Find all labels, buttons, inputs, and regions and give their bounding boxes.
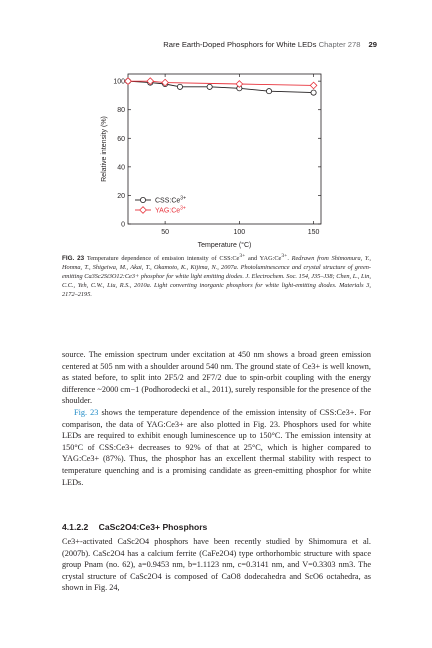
chart-axes bbox=[101, 74, 321, 249]
chart-legend bbox=[135, 196, 186, 215]
data-point-css bbox=[177, 84, 182, 89]
x-tick-label: 100 bbox=[233, 229, 246, 236]
body-text bbox=[62, 349, 371, 488]
x-tick-label: 150 bbox=[307, 229, 320, 236]
data-point-css bbox=[311, 90, 316, 95]
paragraph-2-text: shows the temperature dependence of the emission intensity of CSS:Ce3+. For comparison, the data of YAG:Ce3+ are also plotted in Fig. 23. Phosphors used for white LEDs are required to exhibit enough luminescence up to 150°C. The emission intensity at 150°C of CSS:Ce3+ decreases to 92% of that at 25°C, which is higher compared to YAG:Ce3+ (87%). Thus, the phosphor has an excellent thermal stability with respect to temperature quenching and is a promising candidate as green-emitting phosphor for white LEDs. bbox=[62, 407, 372, 487]
section-number: 4.1.2.2 bbox=[62, 522, 89, 532]
data-point-css bbox=[266, 89, 271, 94]
y-tick-label: 0 bbox=[121, 221, 125, 229]
chart-series bbox=[125, 78, 317, 95]
legend-label-0 bbox=[155, 196, 186, 205]
legend-label-sup: 3+ bbox=[180, 205, 186, 212]
y-tick-label: 60 bbox=[117, 135, 125, 143]
legend-label-main: YAG:Ce bbox=[155, 207, 181, 215]
y-tick-label: 100 bbox=[113, 78, 125, 86]
caption-credit: Redrawn from Shimomura, Y., Honma, T., Shigeiwa, M., Akai, T., Okamoto, K., Kijima, N., 2007a. Photoluminescence and crystal structure of green-emitting Ca3Sc2Si3O12:Ce3+ phosphor for white light emitting diodes. J. Electrochem. Soc. 154, J35–J38; Chen, L., Lin, C.C., Yeh, C.W., Liu, R.S., 2010a. Light converting inorganic phosphors for white light-emitting diodes. Materials 3, 2172–2195. bbox=[62, 255, 372, 299]
legend-label-main: CSS:Ce bbox=[155, 197, 181, 205]
caption-sup-1: 3+ bbox=[239, 252, 246, 259]
section-paragraph: Ce3+-activated CaSc2O4 phosphors have been recently studied by Shimomura et al. (2007b). CaSc2O4 has a calcium ferrite (CaFe2O4) type orthorhombic structure with space group Pnam (no. 62), a=0.9453 nm, b=1.1123 nm, c=0.3141 nm, and V=0.3303 nm3. The crystal structure of CaSc2O4 is composed of CaO8 dodecahedra and ScO6 octahedra, as shown in Fig. 24, bbox=[62, 537, 371, 593]
paragraph-2 bbox=[62, 407, 371, 488]
fig-23-link[interactable]: Fig. 23 bbox=[74, 407, 99, 417]
series-line-0 bbox=[128, 81, 314, 92]
chapter-label: Chapter bbox=[318, 40, 346, 49]
caption-sup-2: 3+ bbox=[281, 252, 288, 259]
paragraph-1: source. The emission spectrum under excitation at 450 nm shows a broad green emission centered at 505 nm with a shoulder around 540 nm. The ground state of Ce3+ is well known, as stated before, to split into 2F5/2 and 2F7/2 due to spin-orbit coupling with the energy difference ~2000 cm−1 (Podhorodecki et al., 2011), surely responsible for the presence of the shoulder. bbox=[62, 350, 371, 406]
caption-lead: Temperature dependence of emission intensity of CSS:Ce bbox=[86, 255, 240, 262]
caption-and: and YAG:Ce bbox=[245, 255, 282, 262]
legend-marker-yag bbox=[140, 207, 147, 214]
caption-end: . bbox=[287, 255, 289, 262]
chapter-number: 278 bbox=[347, 40, 361, 49]
x-axis-label: Temperature (°C) bbox=[197, 242, 252, 249]
section-title: CaSc2O4:Ce3+ Phosphors bbox=[98, 522, 208, 532]
legend-marker-css bbox=[140, 197, 145, 202]
legend-label-sup: 3+ bbox=[180, 195, 186, 202]
figure-23-chart bbox=[88, 62, 338, 257]
y-axis-label: Relative intensity (%) bbox=[101, 116, 108, 182]
data-point-yag bbox=[310, 82, 317, 89]
running-title: Rare Earth-Doped Phosphors for White LEDs bbox=[163, 40, 317, 49]
y-tick-label: 80 bbox=[117, 107, 125, 115]
figure-caption bbox=[62, 254, 371, 299]
data-point-css bbox=[207, 84, 212, 89]
page-number: 29 bbox=[368, 40, 377, 49]
running-header bbox=[163, 40, 377, 49]
figure-label: FIG. 23 bbox=[62, 255, 85, 262]
data-point-yag bbox=[125, 78, 132, 85]
data-point-yag bbox=[236, 81, 243, 88]
legend-label-1 bbox=[155, 206, 186, 215]
y-tick-label: 40 bbox=[117, 164, 125, 172]
x-tick-label: 50 bbox=[161, 229, 170, 236]
y-tick-label: 20 bbox=[117, 192, 125, 200]
section-body bbox=[62, 536, 371, 594]
section-heading bbox=[62, 522, 207, 532]
